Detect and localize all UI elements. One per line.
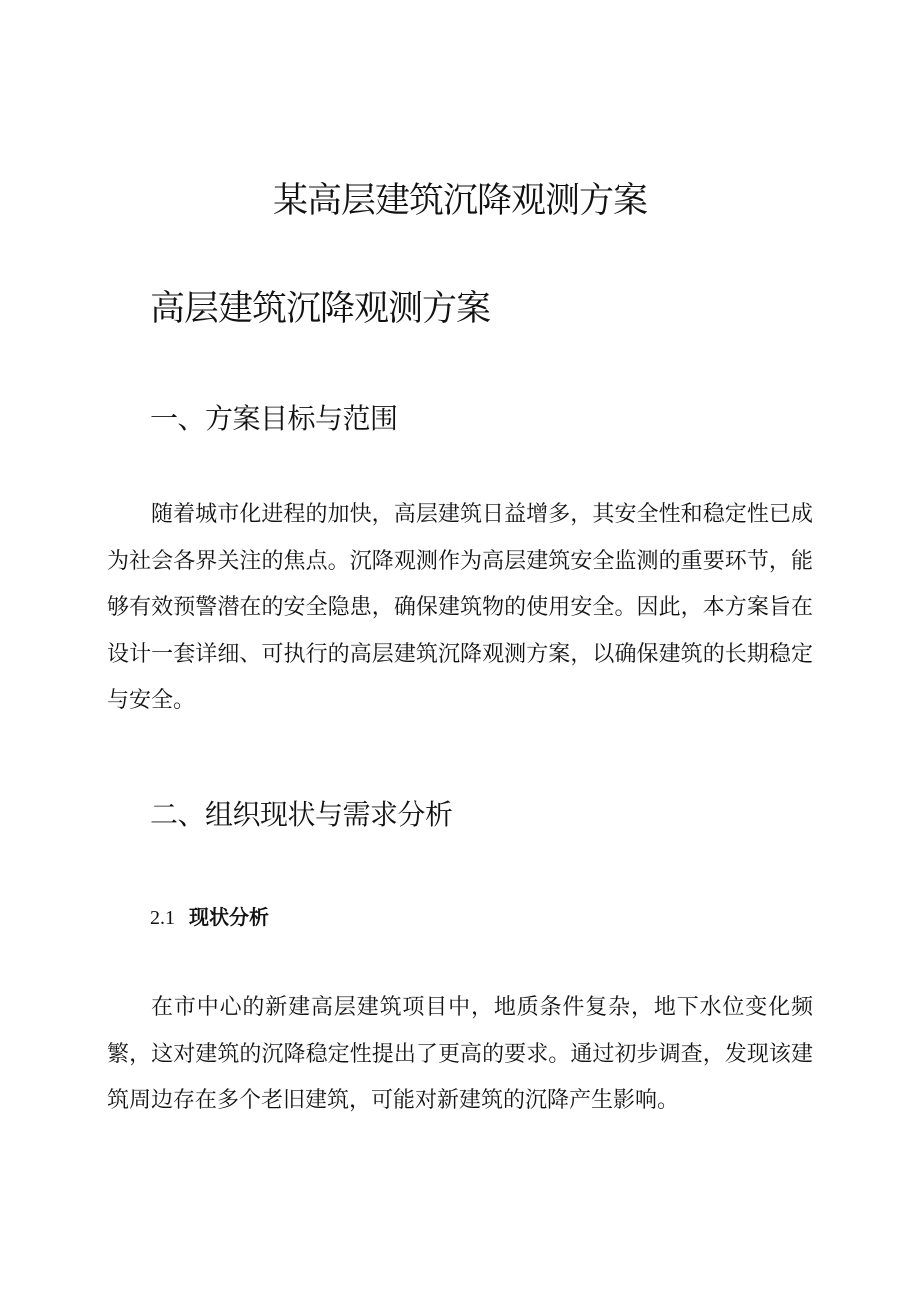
section-paragraph-status: 在市中心的新建高层建筑项目中，地质条件复杂，地下水位变化频繁，这对建筑的沉降稳定性提出了更高的要求。通过初步调查，发现该建筑周边存在多个老旧建筑，可能对新建筑的沉降产生影响。 [107,995,813,1113]
section-heading-analysis: 二、组织现状与需求分析 [150,798,453,831]
subsection-heading-status [150,902,269,933]
document-title: 某高层建筑沉降观测方案 [272,181,647,221]
section-paragraph-goals: 随着城市化进程的加快，高层建筑日益增多，其安全性和稳定性已成为社会各界关注的焦点。沉降观测作为高层建筑安全监测的重要环节，能够有效预警潜在的安全隐患，确保建筑物的使用安全。因此，本方案旨在设计一套详细、可执行的高层建筑沉降观测方案，以确保建筑的长期稳定与安全。 [107,502,813,713]
section-heading-goals: 一、方案目标与范围 [150,402,398,435]
document-subtitle: 高层建筑沉降观测方案 [150,289,491,329]
subsection-title: 现状分析 [189,905,269,929]
subsection-number: 2.1 [150,907,175,929]
